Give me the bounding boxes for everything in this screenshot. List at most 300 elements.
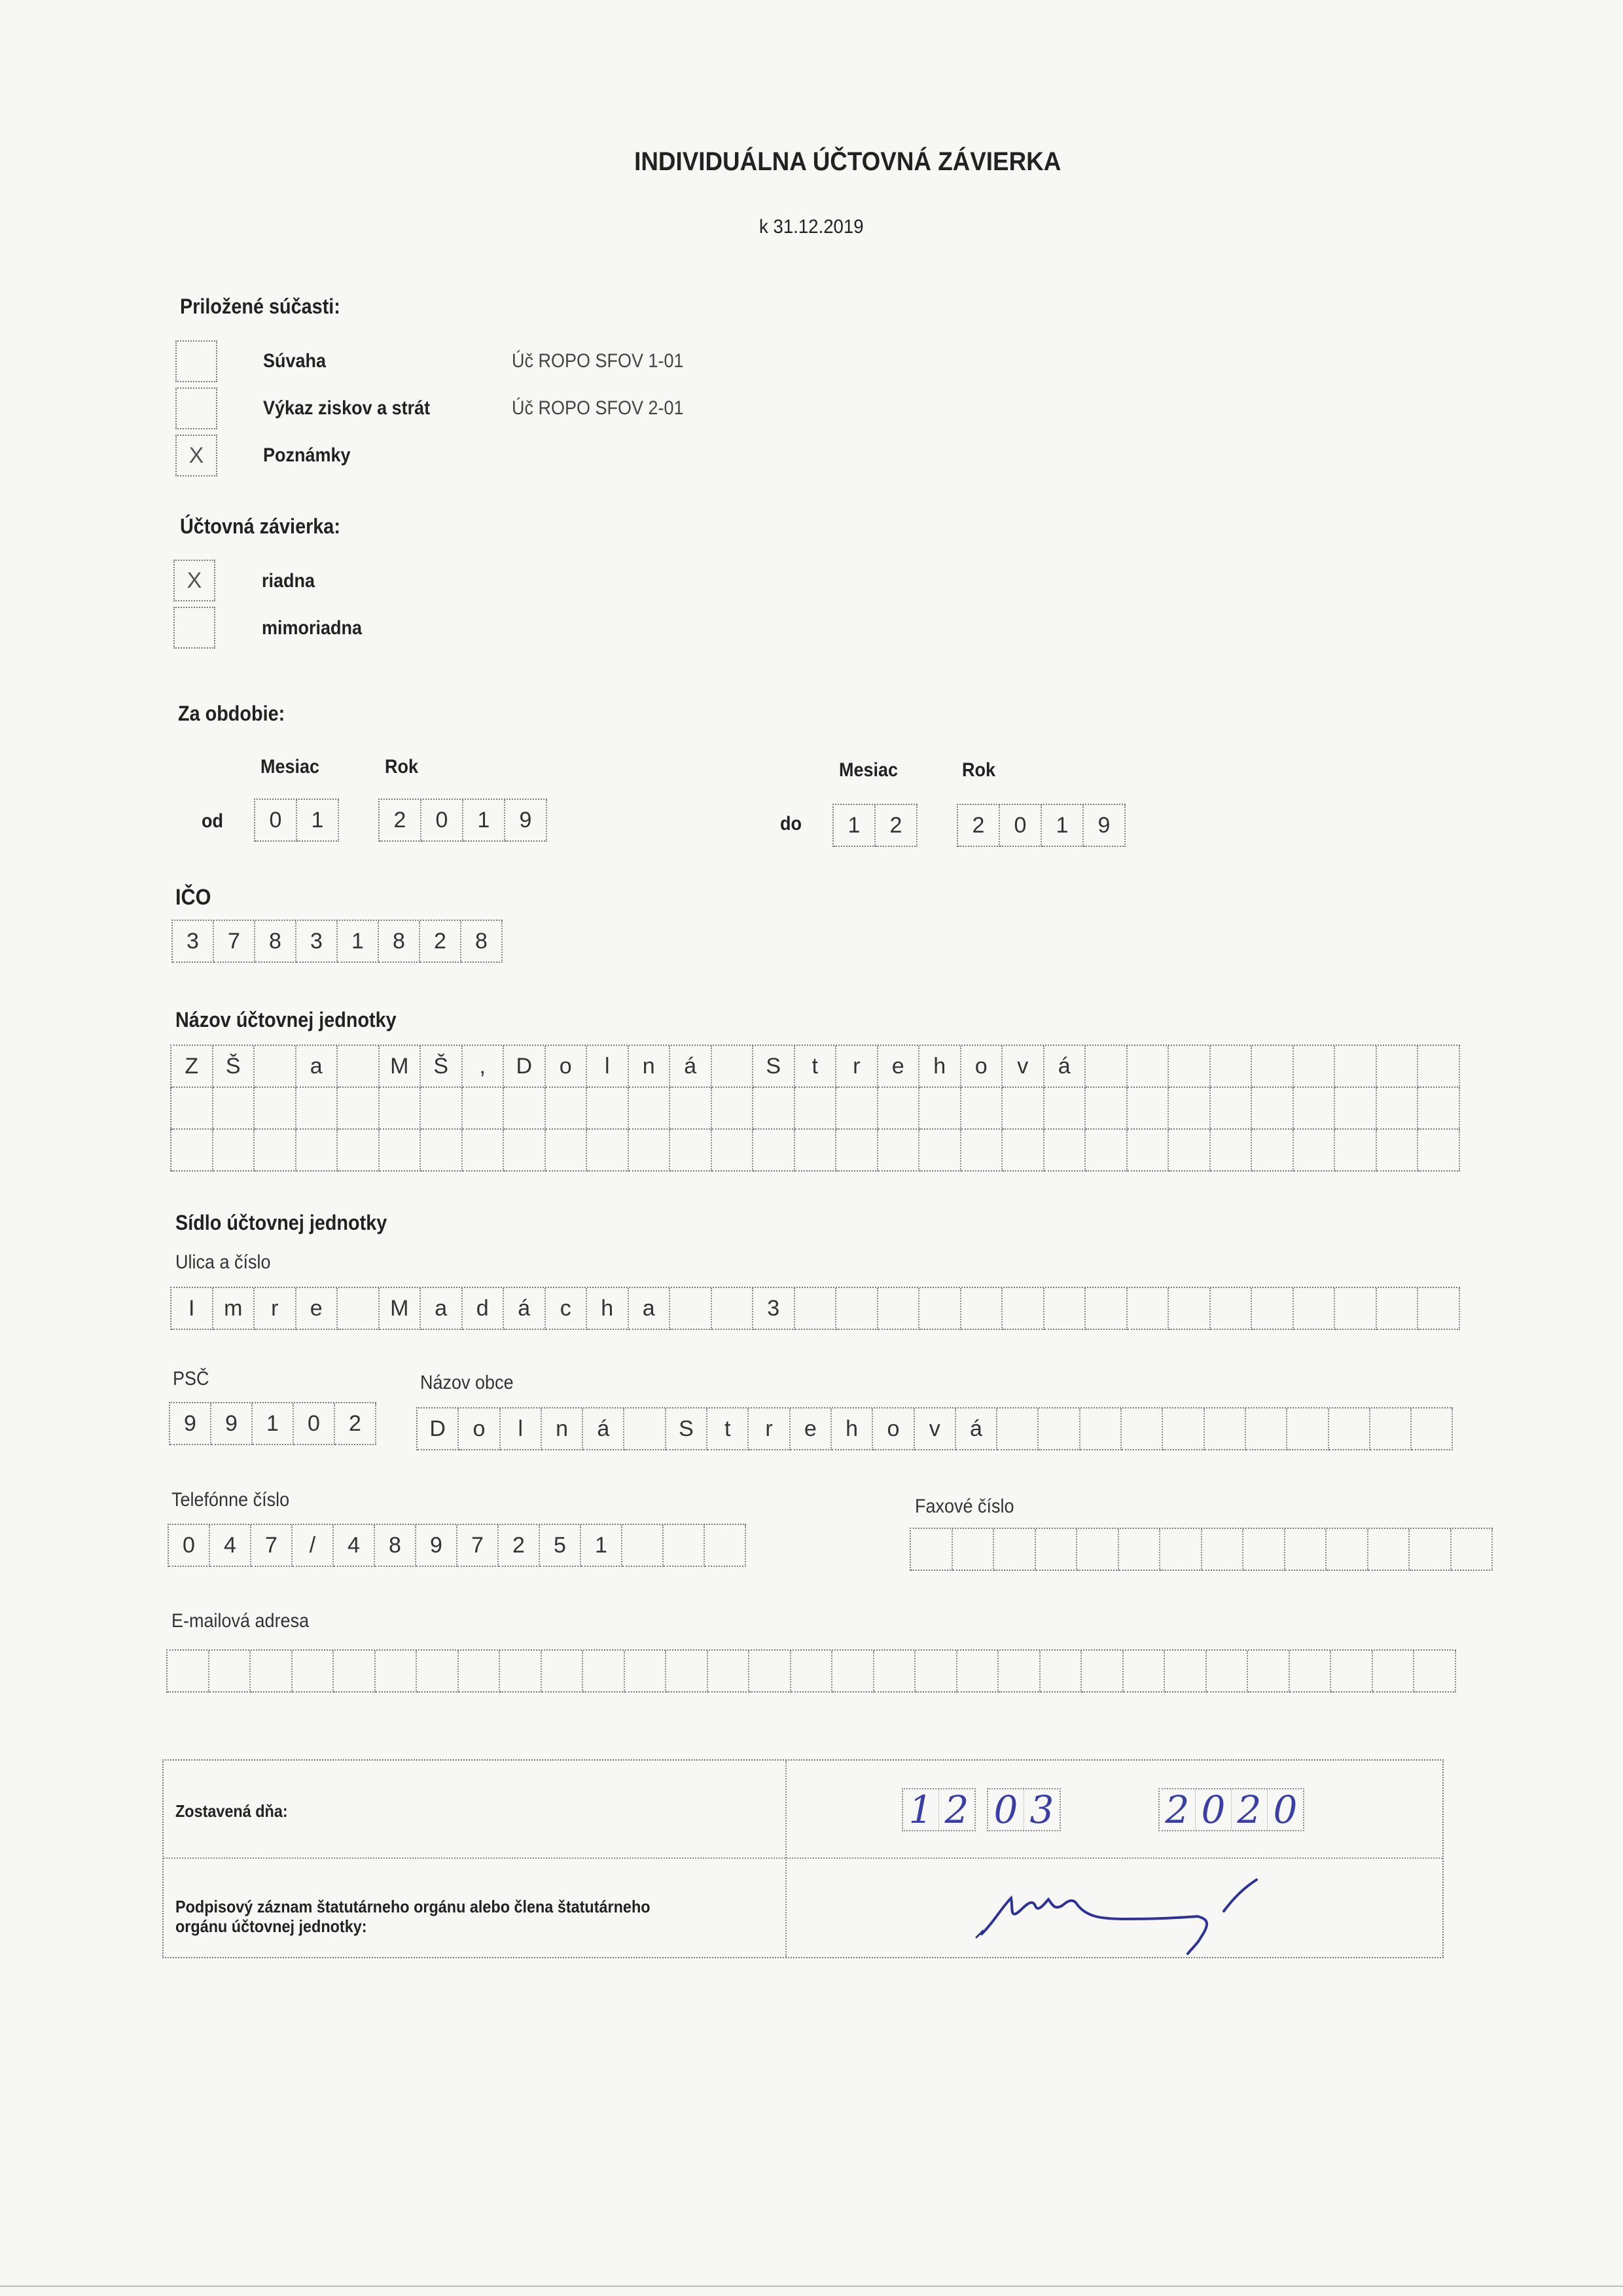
char-cell (1124, 1651, 1166, 1693)
char-cell (1377, 1088, 1419, 1130)
char-cell (1252, 1088, 1294, 1130)
char-cell (1207, 1651, 1249, 1693)
char-cell: 9 (170, 1403, 211, 1445)
char-cell (1003, 1130, 1044, 1172)
char-cell (1335, 1088, 1377, 1130)
email-label: E-mailová adresa (171, 1610, 310, 1632)
char-cell (874, 1651, 916, 1693)
checkbox-vykaz[interactable] (175, 387, 217, 429)
to-month-field[interactable] (832, 804, 918, 847)
char-cell: o (873, 1408, 914, 1450)
from-year-field[interactable] (378, 798, 547, 842)
char-cell: D (504, 1046, 546, 1088)
to-month-digit: 1 (834, 805, 876, 847)
attachments-label: Priložené súčasti: (180, 295, 340, 318)
char-cell (878, 1088, 920, 1130)
char-cell: o (961, 1046, 1003, 1088)
from-year-digit: 2 (380, 800, 421, 842)
char-cell (1160, 1529, 1202, 1571)
char-cell (749, 1651, 791, 1693)
compiled-year-digit: 2 (1160, 1789, 1196, 1830)
from-month-digit: 0 (255, 800, 297, 842)
char-cell (376, 1651, 418, 1693)
compiled-year-field[interactable] (1158, 1788, 1304, 1831)
char-cell (338, 1288, 380, 1330)
char-cell (1377, 1288, 1419, 1330)
char-cell (1331, 1651, 1373, 1693)
char-cell (1169, 1088, 1211, 1130)
compiled-year-digit: 0 (1196, 1789, 1232, 1830)
char-cell (1327, 1529, 1368, 1571)
compiled-day-field[interactable] (902, 1788, 976, 1831)
char-cell (712, 1130, 754, 1172)
char-cell (296, 1088, 338, 1130)
compiled-label: Zostavená dňa: (175, 1801, 288, 1821)
char-cell (1163, 1408, 1204, 1450)
char-cell (1252, 1288, 1294, 1330)
ico-digit: 3 (296, 921, 338, 963)
char-cell (1202, 1529, 1244, 1571)
char-cell (1368, 1529, 1410, 1571)
char-cell: 5 (540, 1525, 581, 1567)
char-cell (999, 1651, 1041, 1693)
char-cell: 1 (581, 1525, 622, 1567)
char-cell (1086, 1288, 1128, 1330)
char-cell (1418, 1088, 1460, 1130)
char-cell (209, 1651, 251, 1693)
char-cell: á (670, 1046, 712, 1088)
char-cell (1418, 1288, 1460, 1330)
char-cell (791, 1651, 833, 1693)
ico-digit: 8 (379, 921, 420, 963)
char-cell (1205, 1408, 1246, 1450)
entity-name-row (170, 1088, 1460, 1130)
char-cell (338, 1130, 380, 1172)
statement-type-mimoriadna: mimoriadna (262, 617, 363, 639)
char-cell (919, 1130, 961, 1172)
char-cell: n (629, 1046, 671, 1088)
ico-digit: 8 (255, 921, 296, 963)
char-cell (712, 1046, 754, 1088)
char-cell (1252, 1046, 1294, 1088)
char-cell (1335, 1288, 1377, 1330)
char-cell: r (836, 1046, 878, 1088)
char-cell (1335, 1130, 1377, 1172)
compiled-month-digit: 0 (988, 1789, 1024, 1830)
char-cell (1036, 1529, 1078, 1571)
char-cell: D (418, 1408, 459, 1450)
from-month-digit: 1 (297, 800, 339, 842)
city-field[interactable] (416, 1407, 1453, 1450)
char-cell: á (1044, 1046, 1086, 1088)
char-cell (1246, 1408, 1287, 1450)
char-cell (1128, 1046, 1169, 1088)
char-cell (836, 1288, 878, 1330)
city-label: Názov obce (420, 1372, 514, 1393)
to-year-digit: 9 (1084, 805, 1126, 847)
char-cell (421, 1088, 463, 1130)
char-cell: r (255, 1288, 296, 1330)
char-cell (587, 1130, 629, 1172)
signature-box-divider (785, 1761, 787, 1957)
from-label: od (202, 810, 223, 832)
from-month-field[interactable] (254, 798, 339, 842)
char-cell: o (546, 1046, 588, 1088)
checkbox-riadna[interactable]: X (173, 560, 215, 601)
signature-label: Podpisový záznam štatutárneho orgánu alebo člena štatutárneho orgánu účtovnej jednotky: (175, 1897, 651, 1936)
char-cell (878, 1130, 920, 1172)
char-cell (1077, 1529, 1119, 1571)
char-cell (1370, 1408, 1412, 1450)
char-cell (1122, 1408, 1163, 1450)
psc-row (169, 1402, 376, 1445)
char-cell (417, 1651, 459, 1693)
char-cell (1082, 1651, 1124, 1693)
char-cell (171, 1130, 213, 1172)
psc-field[interactable] (169, 1402, 376, 1445)
char-cell (1377, 1046, 1419, 1088)
entity-name-row (170, 1045, 1460, 1088)
char-cell (1335, 1046, 1377, 1088)
char-cell (994, 1529, 1036, 1571)
char-cell (1086, 1088, 1128, 1130)
char-cell (583, 1651, 625, 1693)
char-cell (1169, 1046, 1211, 1088)
to-year-digit: 1 (1042, 805, 1084, 847)
char-cell: m (213, 1288, 255, 1330)
handwritten-signature (975, 1859, 1315, 1957)
char-cell: v (1003, 1046, 1044, 1088)
char-cell (1414, 1651, 1456, 1693)
char-cell (1003, 1288, 1044, 1330)
char-cell: 7 (457, 1525, 499, 1567)
to-year-field[interactable] (957, 804, 1126, 847)
char-cell (705, 1525, 746, 1567)
from-year-digit: 1 (463, 800, 505, 842)
char-cell: 4 (210, 1525, 251, 1567)
entity-name-label: Názov účtovnej jednotky (175, 1008, 397, 1031)
char-cell: á (504, 1288, 546, 1330)
char-cell (1294, 1130, 1336, 1172)
char-cell (293, 1651, 334, 1693)
char-cell (1211, 1288, 1253, 1330)
char-cell (1410, 1529, 1452, 1571)
char-cell: 9 (416, 1525, 457, 1567)
char-cell (753, 1130, 795, 1172)
char-cell (459, 1651, 501, 1693)
char-cell (171, 1088, 213, 1130)
char-cell (546, 1088, 588, 1130)
char-cell (795, 1288, 837, 1330)
char-cell (622, 1525, 664, 1567)
char-cell (624, 1408, 666, 1450)
char-cell (380, 1088, 421, 1130)
char-cell: I (171, 1288, 213, 1330)
char-cell (338, 1046, 380, 1088)
char-cell: 0 (169, 1525, 210, 1567)
fax-label: Faxové číslo (915, 1496, 1014, 1517)
char-cell (1287, 1408, 1329, 1450)
compiled-year-digit: 0 (1273, 1787, 1298, 1832)
from-year-label: Rok (385, 756, 419, 778)
char-cell (463, 1130, 505, 1172)
char-cell: 0 (294, 1403, 335, 1445)
char-cell (664, 1525, 705, 1567)
char-cell: 2 (499, 1525, 540, 1567)
char-cell: , (463, 1046, 505, 1088)
char-cell: Š (213, 1046, 255, 1088)
fax-row (910, 1528, 1493, 1571)
entity-name-row (170, 1130, 1460, 1172)
to-year-label: Rok (962, 759, 996, 781)
city-row (416, 1407, 1453, 1450)
char-cell (296, 1130, 338, 1172)
char-cell: l (587, 1046, 629, 1088)
char-cell (1211, 1130, 1253, 1172)
char-cell (1211, 1088, 1253, 1130)
char-cell (961, 1088, 1003, 1130)
char-cell: t (707, 1408, 749, 1450)
ico-digit: 1 (338, 921, 379, 963)
char-cell (836, 1088, 878, 1130)
checkbox-poznamky[interactable]: X (175, 435, 217, 476)
ico-digit: 7 (214, 921, 255, 963)
char-cell: M (380, 1288, 421, 1330)
ico-digit: 3 (173, 921, 214, 963)
char-cell: v (915, 1408, 956, 1450)
char-cell: h (919, 1046, 961, 1088)
char-cell (961, 1288, 1003, 1330)
char-cell (919, 1088, 961, 1130)
char-cell (1412, 1408, 1453, 1450)
char-cell (500, 1651, 542, 1693)
to-year-digit: 0 (1000, 805, 1042, 847)
char-cell (504, 1088, 546, 1130)
char-cell (1044, 1088, 1086, 1130)
char-cell (1128, 1088, 1169, 1130)
char-cell (1418, 1130, 1460, 1172)
char-cell: 4 (334, 1525, 375, 1567)
char-cell (1003, 1088, 1044, 1130)
attachment-code-vykaz: Úč ROPO SFOV 2-01 (512, 397, 684, 419)
char-cell (1290, 1651, 1332, 1693)
char-cell (380, 1130, 421, 1172)
char-cell (916, 1651, 957, 1693)
char-cell: 2 (335, 1403, 376, 1445)
char-cell: 3 (753, 1288, 795, 1330)
char-cell: c (546, 1288, 588, 1330)
street-row (170, 1287, 1460, 1330)
compiled-month-field[interactable] (987, 1788, 1061, 1831)
char-cell (670, 1130, 712, 1172)
char-cell (1128, 1288, 1169, 1330)
char-cell: a (296, 1046, 338, 1088)
char-cell: a (629, 1288, 671, 1330)
char-cell: / (293, 1525, 334, 1567)
char-cell (1252, 1130, 1294, 1172)
char-cell (1165, 1651, 1207, 1693)
char-cell: S (666, 1408, 707, 1450)
char-cell: o (459, 1408, 500, 1450)
char-cell (334, 1651, 376, 1693)
char-cell: n (542, 1408, 583, 1450)
document-title: INDIVIDUÁLNA ÚČTOVNÁ ZÁVIERKA (634, 147, 1061, 176)
ico-field[interactable] (171, 920, 503, 963)
char-cell (836, 1130, 878, 1172)
char-cell (1243, 1529, 1285, 1571)
email-row (166, 1649, 1456, 1693)
char-cell (1373, 1651, 1415, 1693)
char-cell (1086, 1046, 1128, 1088)
char-cell: Š (421, 1046, 463, 1088)
char-cell (542, 1651, 584, 1693)
page-edge-line (0, 2286, 1623, 2287)
char-cell (670, 1088, 712, 1130)
to-month-digit: 2 (876, 805, 918, 847)
char-cell (1086, 1130, 1128, 1172)
char-cell (708, 1651, 750, 1693)
attachment-code-suvaha: Úč ROPO SFOV 1-01 (512, 350, 684, 372)
char-cell (1041, 1651, 1082, 1693)
to-year-digit: 2 (958, 805, 1000, 847)
char-cell (670, 1288, 712, 1330)
char-cell (255, 1088, 296, 1130)
char-cell (251, 1651, 293, 1693)
char-cell (1294, 1288, 1336, 1330)
attachment-label-poznamky: Poznámky (263, 444, 351, 466)
char-cell: 7 (251, 1525, 293, 1567)
char-cell: t (795, 1046, 837, 1088)
char-cell (1377, 1130, 1419, 1172)
to-label: do (780, 813, 802, 834)
from-year-digit: 0 (421, 800, 463, 842)
char-cell (255, 1046, 296, 1088)
char-cell: d (463, 1288, 505, 1330)
street-field[interactable] (170, 1287, 1460, 1330)
char-cell (1211, 1046, 1253, 1088)
char-cell (911, 1529, 953, 1571)
char-cell (953, 1529, 995, 1571)
entity-name-field[interactable] (170, 1045, 1460, 1172)
phone-label: Telefónne číslo (171, 1489, 290, 1511)
char-cell (1044, 1130, 1086, 1172)
char-cell: e (791, 1408, 832, 1450)
char-cell (625, 1651, 667, 1693)
address-label: Sídlo účtovnej jednotky (175, 1211, 387, 1234)
char-cell (546, 1130, 588, 1172)
char-cell (753, 1088, 795, 1130)
signature-box (162, 1759, 1444, 1958)
from-year-digit: 9 (505, 800, 547, 842)
char-cell (961, 1130, 1003, 1172)
char-cell (1128, 1130, 1169, 1172)
document-date: k 31.12.2019 (759, 216, 864, 238)
char-cell: 8 (375, 1525, 416, 1567)
char-cell (666, 1651, 708, 1693)
char-cell (338, 1088, 380, 1130)
char-cell: 1 (253, 1403, 294, 1445)
char-cell (832, 1651, 874, 1693)
char-cell: h (832, 1408, 873, 1450)
compiled-day-digit: 2 (944, 1787, 969, 1832)
char-cell (1039, 1408, 1080, 1450)
char-cell (795, 1130, 837, 1172)
char-cell (1294, 1088, 1336, 1130)
char-cell (168, 1651, 209, 1693)
attachment-label-vykaz: Výkaz ziskov a strát (263, 397, 431, 419)
char-cell: e (878, 1046, 920, 1088)
char-cell (1044, 1288, 1086, 1330)
ico-digit: 2 (420, 921, 461, 963)
char-cell (255, 1130, 296, 1172)
compiled-day-digit: 1 (903, 1789, 939, 1830)
char-cell: S (753, 1046, 795, 1088)
char-cell: 9 (211, 1403, 253, 1445)
char-cell (213, 1088, 255, 1130)
psc-label: PSČ (173, 1368, 209, 1390)
char-cell (1294, 1046, 1336, 1088)
char-cell: r (749, 1408, 790, 1450)
compiled-year-digit: 2 (1232, 1789, 1268, 1830)
char-cell (1452, 1529, 1493, 1571)
street-label: Ulica a číslo (175, 1251, 271, 1273)
char-cell (1169, 1288, 1211, 1330)
char-cell (1119, 1529, 1161, 1571)
checkbox-suvaha[interactable] (175, 340, 217, 382)
char-cell (712, 1088, 754, 1130)
char-cell (1418, 1046, 1460, 1088)
checkbox-mimoriadna[interactable] (173, 607, 215, 649)
char-cell (1248, 1651, 1290, 1693)
char-cell (878, 1288, 920, 1330)
ico-label: IČO (175, 885, 211, 910)
char-cell (213, 1130, 255, 1172)
char-cell (1169, 1130, 1211, 1172)
to-month-label: Mesiac (839, 759, 899, 781)
char-cell (957, 1651, 999, 1693)
char-cell (997, 1408, 1039, 1450)
char-cell (795, 1088, 837, 1130)
email-field[interactable] (166, 1649, 1456, 1693)
attachment-label-suvaha: Súvaha (263, 350, 327, 372)
statement-type-label: Účtovná závierka: (180, 514, 340, 538)
char-cell (629, 1130, 671, 1172)
char-cell (421, 1130, 463, 1172)
char-cell (463, 1088, 505, 1130)
char-cell: á (956, 1408, 997, 1450)
char-cell (1285, 1529, 1327, 1571)
compiled-month-digit: 3 (1029, 1787, 1054, 1832)
char-cell (504, 1130, 546, 1172)
char-cell: Z (171, 1046, 213, 1088)
char-cell: e (296, 1288, 338, 1330)
char-cell: a (421, 1288, 463, 1330)
char-cell (1329, 1408, 1370, 1450)
from-month-label: Mesiac (260, 756, 320, 778)
period-label: Za obdobie: (178, 702, 285, 725)
fax-field[interactable] (910, 1528, 1493, 1571)
char-cell: h (587, 1288, 629, 1330)
char-cell: M (380, 1046, 421, 1088)
char-cell: á (583, 1408, 624, 1450)
char-cell (1080, 1408, 1122, 1450)
char-cell: l (501, 1408, 542, 1450)
char-cell (712, 1288, 754, 1330)
statement-type-riadna: riadna (262, 570, 315, 592)
phone-field[interactable] (168, 1524, 746, 1567)
ico-digit: 8 (461, 921, 503, 963)
char-cell (587, 1088, 629, 1130)
